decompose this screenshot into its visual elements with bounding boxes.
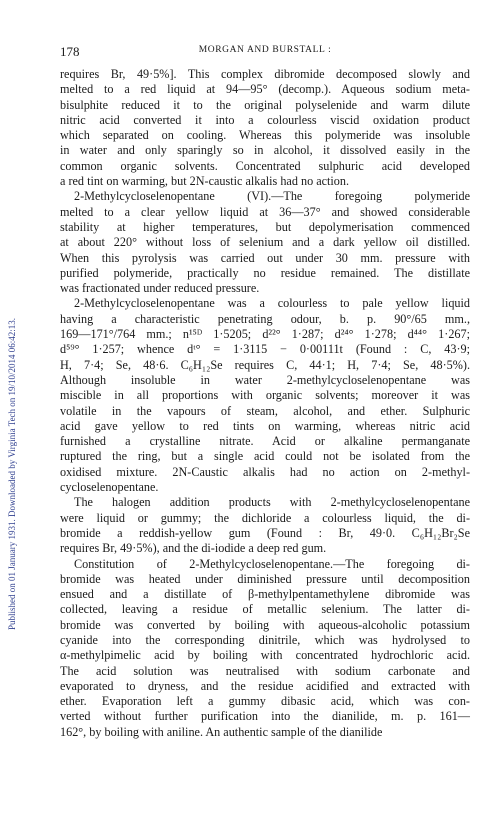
text-line: furnished a crystalline nitrate. Acid or alkaline permanganate [60, 434, 470, 449]
text-line: melted to a red liquid at 94—95° (decomp.). Aqueous sodium meta- [60, 82, 470, 97]
text-line: requires Br, 49·5%), and the di-iodide a deep red gum. [60, 541, 327, 556]
text-line: 162°, by boiling with aniline. An authentic sample of the dianilide [60, 724, 383, 739]
text-line: were liquid or gummy; the dichloride a colourless liquid, the di- [60, 510, 470, 525]
text-line: 2-Methylcycloselenopentane (VI).—The foregoing polymeride [74, 189, 470, 204]
page-header [60, 44, 470, 60]
text-line: a red tint on warming, but 2N-caustic alkalis had no action. [60, 174, 350, 189]
text-line: ensued and a distillate of β-methylpentamethylene dibromide was [60, 587, 470, 602]
page-number: 178 [60, 44, 80, 59]
text-line: oxidised mixture. 2N-Caustic alkalis had no action on 2-methyl- [60, 464, 470, 479]
text-line: acid gave yellow to red tints on warming, whereas nitric acid [60, 418, 470, 433]
text-line: ether. Evaporation left a gummy dibasic acid, which was con- [60, 694, 470, 709]
running-head: MORGAN AND BURSTALL : [198, 45, 332, 55]
text-line: stability at higher temperatures, but depolymerisation commenced [60, 219, 470, 234]
paragraph [60, 557, 470, 741]
text-line: cycloselenopentane. [60, 480, 159, 495]
paragraph [60, 296, 470, 495]
text-line: α-methylpimelic acid by boiling with concentrated hydrochloric acid. [60, 648, 470, 663]
article-body [60, 67, 470, 740]
text-line: bromide a reddish-yellow gum (Found : Br, 49·0. C₆H₁₂Br₂Se [60, 525, 470, 540]
text-line: was fractionated under reduced pressure. [60, 281, 260, 296]
text-line: H, 7·4; Se, 48·6. C₆H₁₂Se requires C, 44·1; H, 7·4; Se, 48·5%). [60, 357, 470, 372]
paragraph [60, 67, 470, 189]
text-line: common organic solvents. Concentrated sulphuric acid developed [60, 158, 470, 173]
text-line: at about 220° without loss of selenium and a dark yellow oil distilled. [60, 235, 470, 250]
download-notice: Published on 01 January 1931. Downloaded by Virginia Tech on 19/10/2014 06:42:13. [7, 317, 17, 630]
text-line: in water and only sparingly so in alcohol, it dissolved easily in the [60, 143, 470, 158]
text-line: miscible in all proportions with organic solvents; moreover it was [60, 388, 470, 403]
text-line: purified polymeride, practically no residue remained. The distillate [60, 265, 470, 280]
text-line: 169—171°/764 mm.; n¹⁵ᴰ 1·5205; d²²° 1·287; d²⁴° 1·278; d⁴⁴° 1·267; [60, 327, 470, 342]
text-line: having a characteristic penetrating odour, b. p. 90°/65 mm., [60, 311, 470, 326]
text-line: Although insoluble in water 2-methylcycloselenopentane was [60, 372, 470, 387]
paragraph [60, 189, 470, 296]
text-line: The acid solution was neutralised with sodium carbonate and [60, 663, 470, 678]
text-line: evaporated to dryness, and the residue acidified and extracted with [60, 678, 470, 693]
text-line: melted to a clear yellow liquid at 36—37° and showed considerable [60, 204, 470, 219]
text-line: When this pyrolysis was carried out under 30 mm. pressure with [60, 250, 470, 265]
text-line: verted without further purification into the dianilide, m. p. 161— [60, 709, 470, 724]
text-line: 2-Methylcycloselenopentane was a colourless to pale yellow liquid [74, 296, 470, 311]
text-line: requires Br, 49·5%]. This complex dibromide decomposed slowly and [60, 67, 470, 81]
paragraph [60, 495, 470, 556]
text-line: cyanide into the corresponding dinitrile, which was hydrolysed to [60, 632, 470, 647]
text-line: volatile in the vapours of steam, alcohol, and ether. Sulphuric [60, 403, 470, 418]
text-line: bisulphite reduced it to the original polyselenide and warm dilute [60, 97, 470, 112]
text-line: nitric acid converted it into a colourless viscid oxidation product [60, 112, 470, 127]
text-line: d⁵⁹° 1·257; whence dᵗ° = 1·3115 − 0·00111t (Found : C, 43·9; [60, 342, 470, 357]
text-line: ruptured the ring, but a single acid could not be isolated from the [60, 449, 470, 464]
text-line: The halogen addition products with 2-methylcycloselenopentane [74, 495, 470, 510]
text-line: bromide was heated under diminished pressure until decomposition [60, 571, 470, 586]
text-line: Constitution of 2-Methylcycloselenopentane.—The foregoing di- [74, 556, 470, 571]
text-line: bromide was converted by boiling with aqueous-alcoholic potassium [60, 617, 470, 632]
text-line: collected, leaving a residue of metallic selenium. The latter di- [60, 602, 470, 617]
text-line: which separated on cooling. Whereas this polymeride was insoluble [60, 128, 470, 143]
